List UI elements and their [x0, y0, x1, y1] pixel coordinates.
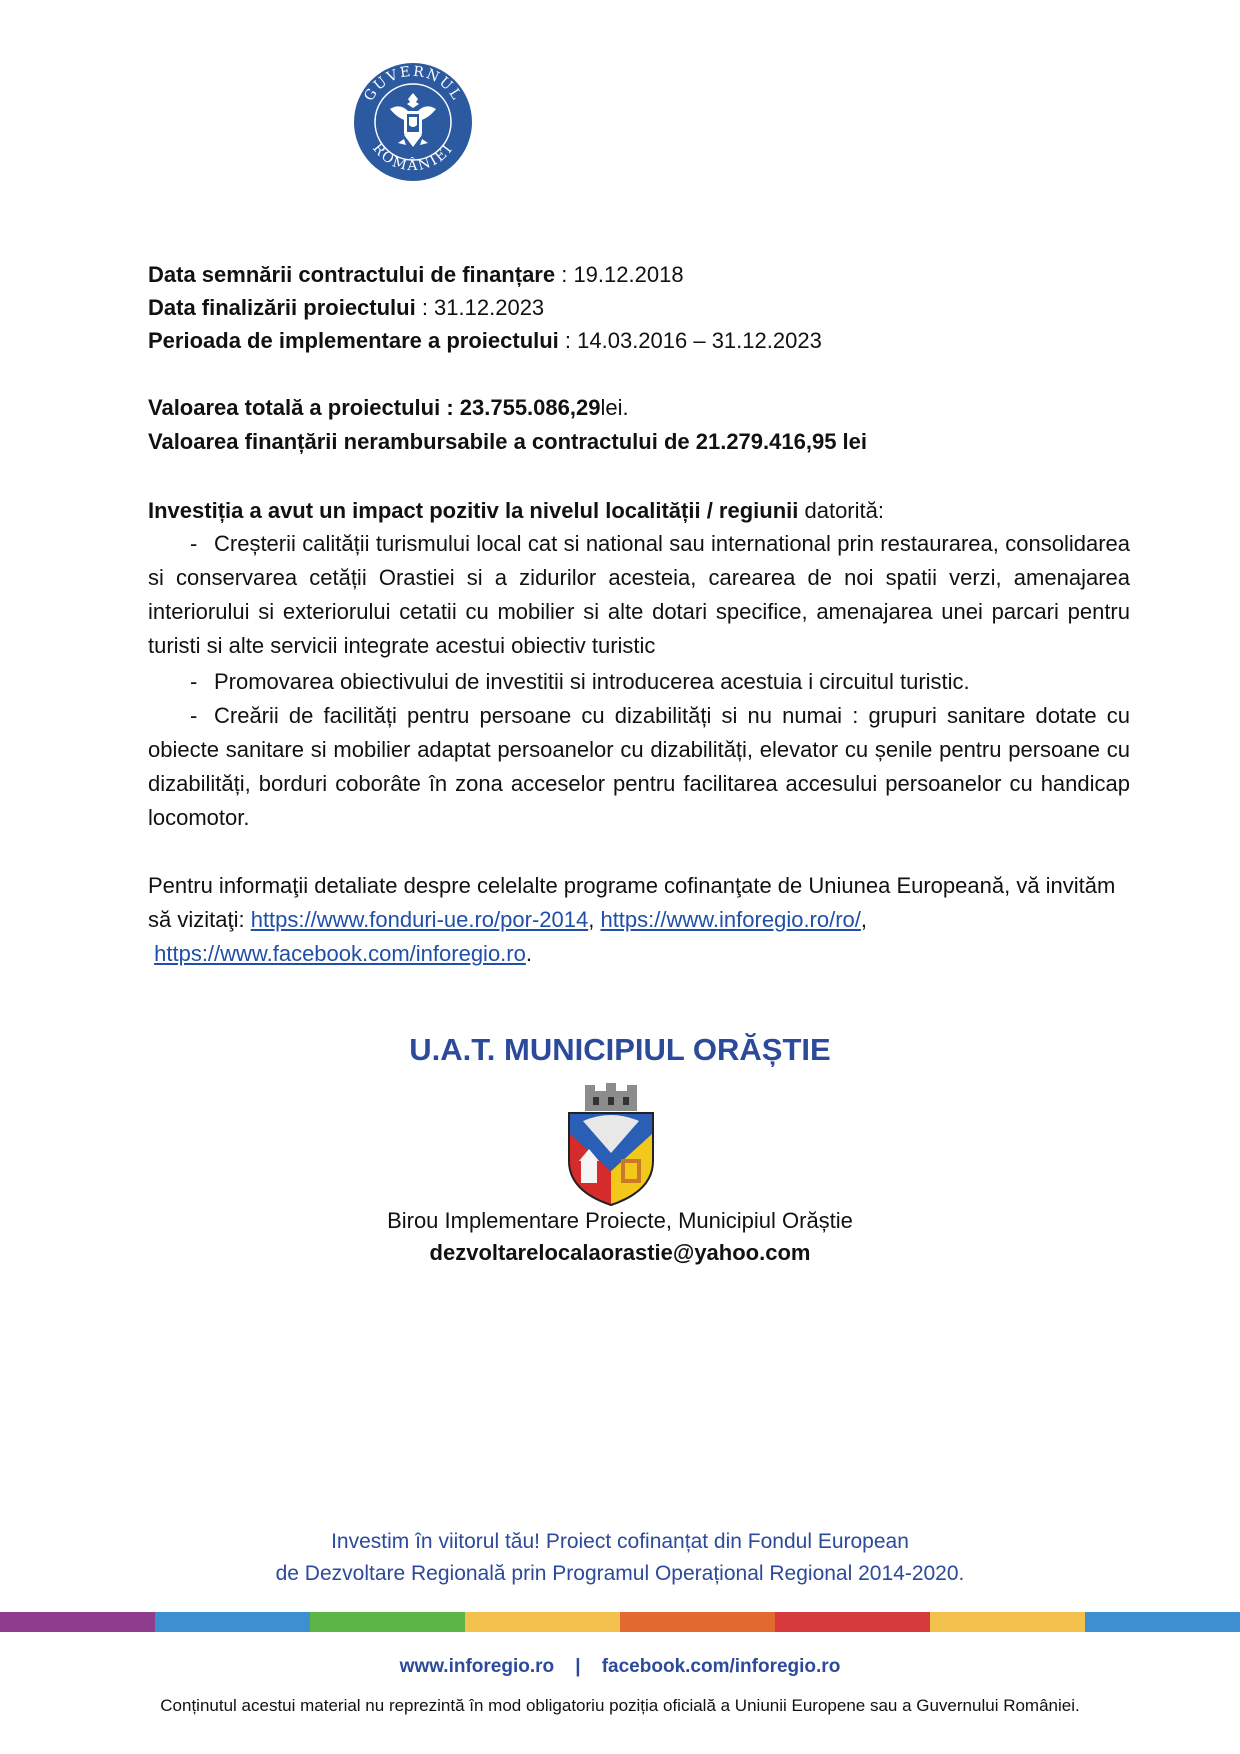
- link-facebook[interactable]: https://www.facebook.com/inforegio.ro: [154, 941, 526, 966]
- link-inforegio[interactable]: https://www.inforegio.ro/ro/: [600, 907, 861, 932]
- stripe-segment: [155, 1612, 311, 1632]
- contract-date-value: : 19.12.2018: [555, 262, 684, 287]
- stripe-segment: [0, 1612, 156, 1632]
- implementation-period-line: [148, 328, 822, 354]
- contact-email[interactable]: dezvoltarelocalaorastie@yahoo.com: [429, 1240, 811, 1265]
- svg-text:GUVERNUL: GUVERNUL: [361, 63, 465, 105]
- implementation-period-value: : 14.03.2016 – 31.12.2023: [558, 328, 822, 353]
- office-name: Birou Implementare Proiecte, Municipiul Orăștie: [387, 1208, 853, 1233]
- bullet-dash: -: [190, 703, 198, 728]
- total-value-line: [148, 395, 629, 421]
- impact-item-3: [148, 699, 1130, 835]
- impact-intro: [148, 498, 884, 524]
- link-fonduri-ue[interactable]: https://www.fonduri-ue.ro/por-2014: [250, 907, 589, 932]
- total-value-suffix: lei.: [600, 395, 629, 420]
- info-end: .: [525, 941, 532, 966]
- footer-links: [0, 1656, 1240, 1678]
- impact-item-2: [148, 665, 1130, 699]
- link-separator: ,: [588, 907, 601, 932]
- contract-date-line: [148, 262, 684, 288]
- impact-intro-bold: Investiția a avut un impact pozitiv la nivelul localității / regiunii: [148, 498, 799, 523]
- impact-intro-rest: datorită:: [798, 498, 884, 523]
- finalization-date-line: [148, 295, 544, 321]
- color-stripe: [0, 1612, 1240, 1632]
- nonrefundable-value: Valoarea finanțării nerambursabile a contractului de 21.279.416,95 lei: [148, 429, 867, 454]
- link-comma: ,: [860, 907, 868, 932]
- footer-divider: |: [575, 1656, 581, 1677]
- stripe-segment: [930, 1612, 1086, 1632]
- impact-item-1: [148, 527, 1130, 663]
- svg-text:ROMÂNIEI: ROMÂNIEI: [369, 140, 457, 175]
- footer-disclaimer: Conținutul acestui material nu reprezintă în mod obligatoriu poziția oficială a Uniunii Europene sau a Guvernului României.: [160, 1696, 1080, 1715]
- stripe-segment: [465, 1612, 621, 1632]
- coat-of-arms-icon: [563, 1083, 659, 1207]
- stripe-segment: [775, 1612, 931, 1632]
- bullet-dash: -: [190, 531, 198, 556]
- uat-title: U.A.T. MUNICIPIUL ORĂȘTIE: [409, 1032, 831, 1067]
- stripe-segment: [1085, 1612, 1240, 1632]
- footer-website-link[interactable]: www.inforegio.ro: [399, 1656, 555, 1677]
- implementation-period-label: Perioada de implementare a proiectului: [148, 328, 559, 353]
- info-text: Pentru informaţii detaliate despre celelalte programe cofinanţate de Uniunea Europeană, vă invităm să vizitaţi:: [148, 873, 1116, 932]
- footer-facebook-link[interactable]: facebook.com/inforegio.ro: [601, 1656, 841, 1677]
- impact-item-text: Creșterii calității turismului local cat si national sau international prin restaurarea, consolidarea si conservarea cetății Orastiei si a zidurilor acesteia, carearea de noi spatii verzi, amenajarea interiorului si exteriorului cetatii cu mobilier si alte dotari specifice, amenajarea unei parcari pentru turisti si alte servicii integrate acestui obiectiv turistic: [148, 531, 1130, 658]
- footer-slogan-line-1: Investim în viitorul tău! Proiect cofinanțat din Fondul European: [331, 1530, 909, 1553]
- contract-date-label: Data semnării contractului de finanțare: [148, 262, 556, 287]
- finalization-date-label: Data finalizării proiectului: [148, 295, 416, 320]
- impact-item-text: Promovarea obiectivului de investitii si introducerea acestuia i circuitul turistic.: [214, 669, 970, 694]
- info-paragraph: [148, 869, 1130, 971]
- total-value: Valoarea totală a proiectului : 23.755.086,29: [148, 395, 601, 420]
- bullet-dash: -: [190, 669, 198, 694]
- footer-slogan-line-2: de Dezvoltare Regională prin Programul Operațional Regional 2014-2020.: [275, 1562, 965, 1585]
- stripe-segment: [310, 1612, 466, 1632]
- finalization-date-value: : 31.12.2023: [415, 295, 545, 320]
- impact-item-text: Creării de facilități pentru persoane cu dizabilități si nu numai : grupuri sanitare dotate cu obiecte sanitare si mobilier adaptat persoanelor cu dizabilități, elevator cu șenile pentru persoane cu dizabilități, borduri coborâte în zona acceselor pentru facilitarea accesului persoanelor cu handicap locomotor.: [148, 703, 1130, 830]
- stripe-segment: [620, 1612, 776, 1632]
- government-logo: [352, 61, 474, 183]
